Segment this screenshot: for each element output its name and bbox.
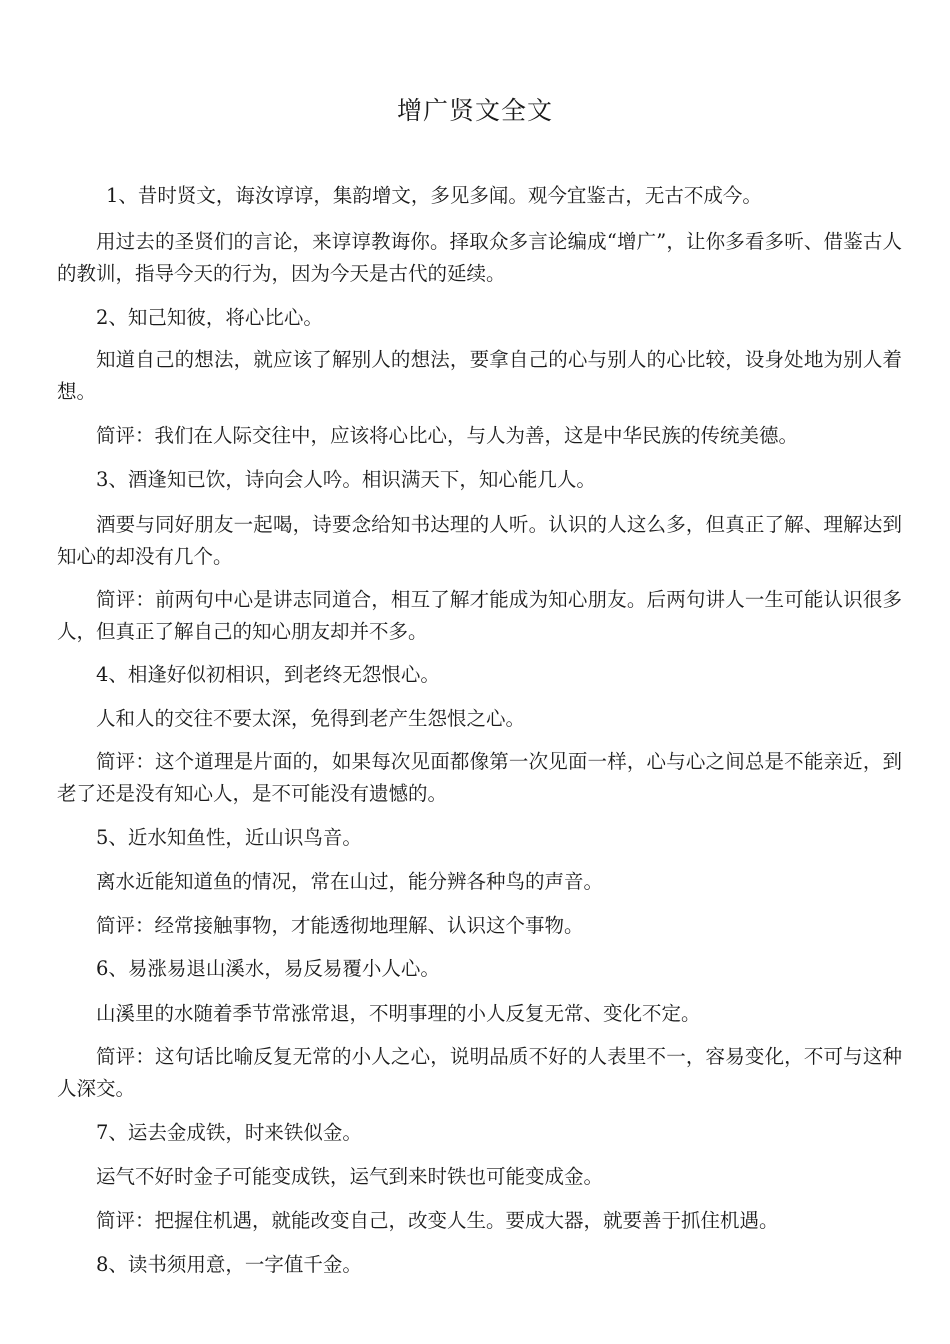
paragraph-11: 简评：这个道理是片面的，如果每次见面都像第一次见面一样，心与心之间总是不能亲近，到老了还是没有知心人，是不可能没有遗憾的。	[57, 750, 902, 805]
paragraph-4: 知道自己的想法，就应该了解别人的想法，要拿自己的心与别人的心比较，设身处地为别人着想。	[57, 348, 902, 403]
paragraph-2: 用过去的圣贤们的言论，来谆谆教诲你。择取众多言论编成“增广”，让你多看多听、借鉴古人的教训，指导今天的行为，因为今天是古代的延续。	[57, 230, 902, 285]
paragraph-9: 4、相逢好似初相识，到老终无怨恨心。	[96, 663, 440, 686]
paragraph-5: 简评：我们在人际交往中，应该将心比心，与人为善，这是中华民族的传统美德。	[96, 424, 799, 447]
paragraph-7: 酒要与同好朋友一起喝，诗要念给知书达理的人听。认识的人这么多，但真正了解、理解达到知心的却没有几个。	[57, 513, 902, 568]
paragraph-19: 运气不好时金子可能变成铁，运气到来时铁也可能变成金。	[96, 1165, 604, 1188]
paragraph-6: 3、酒逢知已饮，诗向会人吟。相识满天下，知心能几人。	[96, 468, 596, 491]
paragraph-1: 1、昔时贤文，诲汝谆谆，集韵增文，多见多闻。观今宜鉴古，无古不成今。	[106, 184, 762, 207]
paragraph-21: 8、读书须用意，一字值千金。	[96, 1253, 362, 1276]
paragraph-20: 简评：把握住机遇，就能改变自己，改变人生。要成大器，就要善于抓住机遇。	[96, 1209, 779, 1232]
paragraph-14: 简评：经常接触事物，才能透彻地理解、认识这个事物。	[96, 914, 584, 937]
paragraph-12: 5、近水知鱼性，近山识鸟音。	[96, 826, 362, 849]
paragraph-8: 简评：前两句中心是讲志同道合，相互了解才能成为知心朋友。后两句讲人一生可能认识很多人，但真正了解自己的知心朋友却并不多。	[57, 588, 902, 643]
paragraph-17: 简评：这句话比喻反复无常的小人之心，说明品质不好的人表里不一，容易变化，不可与这种人深交。	[57, 1045, 902, 1100]
paragraph-18: 7、运去金成铁，时来铁似金。	[96, 1121, 362, 1144]
paragraph-10: 人和人的交往不要太深，免得到老产生怨恨之心。	[96, 707, 526, 730]
paragraph-13: 离水近能知道鱼的情况，常在山过，能分辨各种鸟的声音。	[96, 870, 604, 893]
document-title: 增广贤文全文	[396, 96, 553, 125]
paragraph-3: 2、知己知彼，将心比心。	[96, 306, 323, 329]
paragraph-15: 6、易涨易退山溪水，易反易覆小人心。	[96, 957, 440, 980]
paragraph-16: 山溪里的水随着季节常涨常退，不明事理的小人反复无常、变化不定。	[96, 1002, 701, 1025]
